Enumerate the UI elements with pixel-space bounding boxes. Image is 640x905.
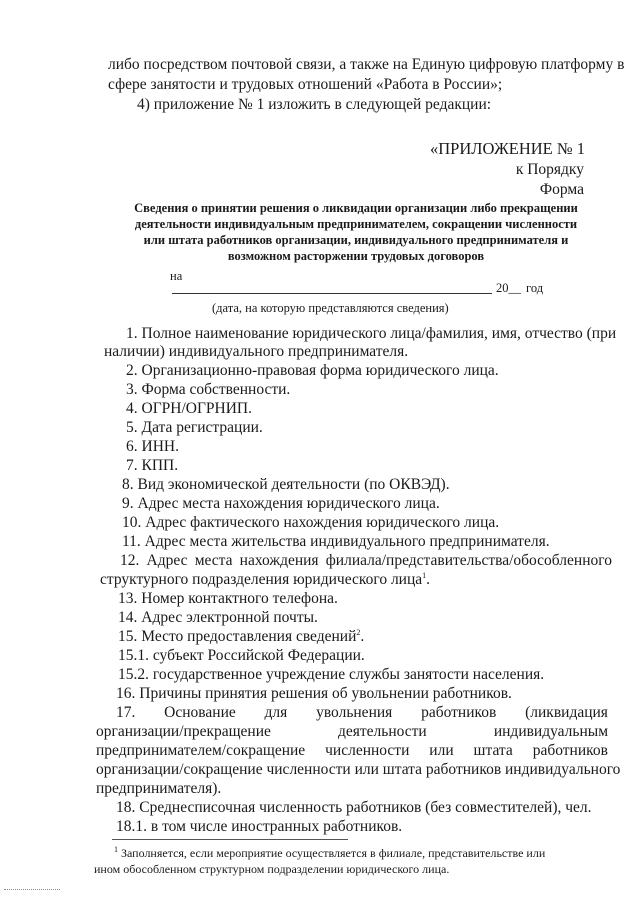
footnote-separator	[112, 839, 348, 840]
date-year-prefix: 20__	[496, 281, 521, 295]
item-17-word: деятельности	[338, 723, 427, 740]
item-17-line-c	[96, 742, 608, 760]
date-on-label: на	[170, 269, 183, 283]
item-12-word: филиала/представительства/обособленного	[325, 552, 612, 569]
date-year-label: год	[526, 281, 544, 295]
item-15-text: 15. Место предоставления сведений	[118, 628, 357, 645]
item-12-word: 12.	[120, 552, 140, 569]
footnote-marker: 1	[114, 845, 118, 854]
item-9: 9. Адрес места нахождения юридического лица.	[122, 495, 440, 512]
item-11: 11. Адрес места жительства индивидуального предпринимателя.	[122, 533, 550, 550]
item-17-line-a	[116, 704, 608, 722]
item-17-word: штата	[473, 742, 513, 759]
item-17-word: Основание	[164, 704, 236, 721]
appendix-form-label: Форма	[539, 181, 584, 198]
item-17-word: численности	[325, 742, 410, 759]
item-1-line-b: наличии) индивидуального предпринимателя.	[104, 343, 409, 360]
footnote-line-1	[114, 846, 545, 861]
footnote-ref-2: 2	[356, 627, 361, 637]
item-12-word: Адрес	[146, 552, 188, 569]
item-4: 4. ОГРН/ОГРНИП.	[126, 400, 253, 417]
item-17-word: (ликвидация	[525, 704, 608, 721]
item-2: 2. Организационно-правовая форма юридического лица.	[126, 362, 499, 379]
item-18: 18. Среднесписочная численность работников (без совместителей), чел.	[116, 799, 592, 816]
item-17-line-b	[96, 723, 608, 741]
item-17-word: 17.	[116, 704, 136, 721]
item-18-1: 18.1. в том числе иностранных работников.	[116, 818, 403, 835]
item-8: 8. Вид экономической деятельности (по ОКВЭД).	[122, 476, 450, 493]
item-17-word: работников	[532, 742, 608, 759]
item-17-word: увольнения	[316, 704, 393, 721]
item-15	[118, 628, 364, 646]
scan-dotted-edge	[4, 889, 60, 890]
item-3: 3. Форма собственности.	[126, 381, 291, 398]
item-6: 6. ИНН.	[126, 438, 179, 455]
item-17-word: или	[429, 742, 454, 759]
item-12-text: структурного подразделения юридического лица	[100, 571, 423, 588]
item-15-1: 15.1. субъект Российской Федерации.	[118, 647, 365, 664]
date-caption: (дата, на которую представляются сведения)	[212, 301, 449, 315]
item-7: 7. КПП.	[126, 457, 179, 474]
item-17-word: для	[264, 704, 288, 721]
item-10: 10. Адрес фактического нахождения юридического лица.	[122, 514, 500, 531]
item-17-line-e: предпринимателя).	[96, 780, 222, 797]
item-17-word: предпринимателем/сокращение	[96, 742, 306, 759]
item-17-line-d: организации/сокращение численности или штата работников индивидуального	[96, 761, 621, 778]
item-12-word: места	[194, 552, 233, 569]
item-17-word: работников	[421, 704, 497, 721]
item-12-line-b	[100, 571, 430, 589]
item-17-word: индивидуальным	[493, 723, 608, 740]
form-title-line-2: деятельности индивидуальным предпринимателем, сокращении численности	[134, 217, 578, 231]
appendix-to-order: к Порядку	[515, 161, 584, 178]
form-title-line-1: Сведения о принятии решения о ликвидации организации либо прекращении	[134, 201, 578, 215]
intro-line-1: либо посредством почтовой связи, а также на Единую цифровую платформу в	[108, 56, 625, 73]
footnote-ref-1: 1	[422, 570, 427, 580]
item-17-word: организации/прекращение	[96, 723, 271, 740]
item-15-end: .	[360, 628, 365, 645]
form-title-line-4: возможном расторжении трудовых договоров	[227, 249, 485, 263]
item-13: 13. Номер контактного телефона.	[118, 590, 338, 607]
intro-line-2: сфере занятости и трудовых отношений «Работа в России»;	[108, 76, 503, 93]
item-1-line-a: 1. Полное наименование юридического лица/фамилия, имя, отчество (при	[126, 325, 617, 342]
item-12-end: .	[426, 571, 431, 588]
footnote-text: Заполняется, если мероприятие осуществляется в филиале, представительстве или	[121, 846, 546, 860]
appendix-heading: «ПРИЛОЖЕНИЕ № 1	[430, 139, 585, 158]
item-14: 14. Адрес электронной почты.	[118, 609, 318, 626]
item-5: 5. Дата регистрации.	[126, 419, 263, 436]
intro-line-3: 4) приложение № 1 изложить в следующей редакции:	[137, 96, 492, 113]
item-12-line-a	[120, 552, 612, 570]
item-15-2: 15.2. государственное учреждение службы занятости населения.	[118, 666, 545, 683]
form-title-line-3: или штата работников организации, индивидуального предпринимателя и	[143, 233, 569, 247]
footnote-line-2: ином обособленном структурном подразделении юридического лица.	[94, 862, 450, 876]
item-16: 16. Причины принятия решения об увольнении работников.	[116, 685, 512, 702]
date-blank-line	[172, 293, 492, 294]
item-12-word: нахождения	[239, 552, 319, 569]
